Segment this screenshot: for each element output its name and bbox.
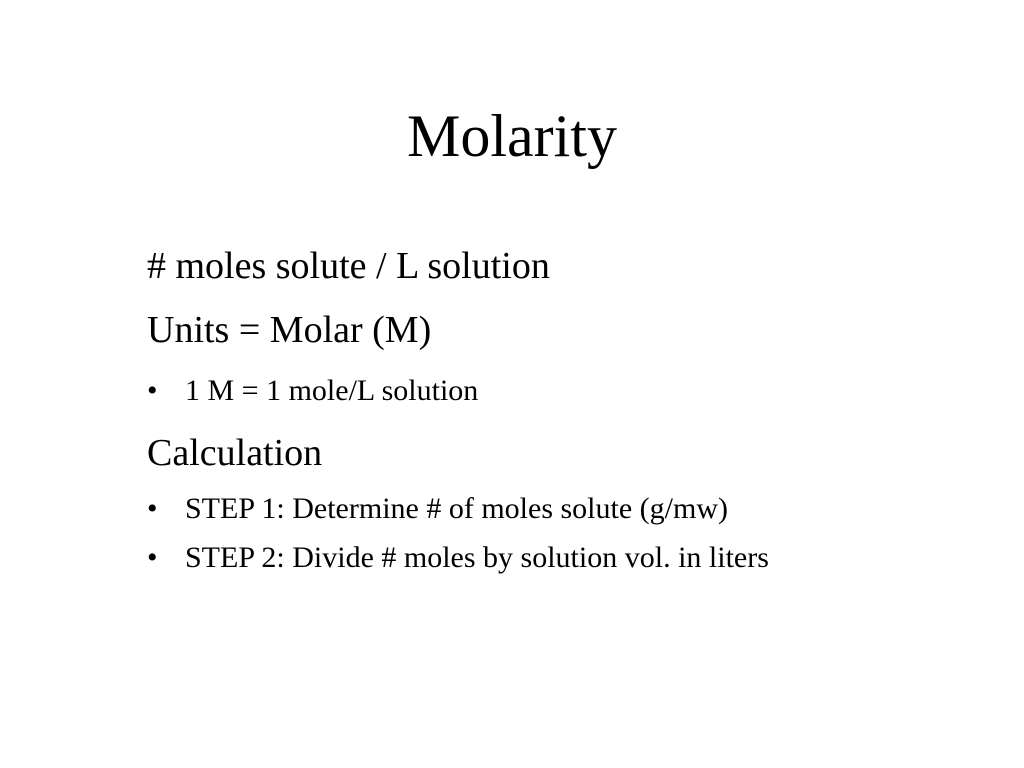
bullet-item-text: 1 M = 1 mole/L solution — [185, 374, 479, 407]
bullet-icon: • — [147, 541, 158, 574]
bullet-item-step-2 — [147, 540, 769, 576]
body-line-definition — [147, 244, 550, 288]
bullet-item-text: STEP 1: Determine # of moles solute (g/mw) — [185, 492, 728, 525]
body-line-text: # moles solute / L solution — [147, 245, 550, 287]
body-line-text: Units = Molar (M) — [147, 309, 432, 351]
bullet-item-text: STEP 2: Divide # moles by solution vol. in liters — [185, 541, 769, 574]
body-line-text: Calculation — [147, 432, 323, 474]
slide-title: Molarity — [407, 103, 617, 169]
bullet-icon: • — [147, 374, 158, 407]
bullet-item-step-1 — [147, 491, 728, 527]
bullet-icon: • — [147, 492, 158, 525]
body-line-calculation — [147, 431, 322, 475]
bullet-item-molar-definition — [147, 373, 478, 409]
body-line-units — [147, 308, 431, 352]
